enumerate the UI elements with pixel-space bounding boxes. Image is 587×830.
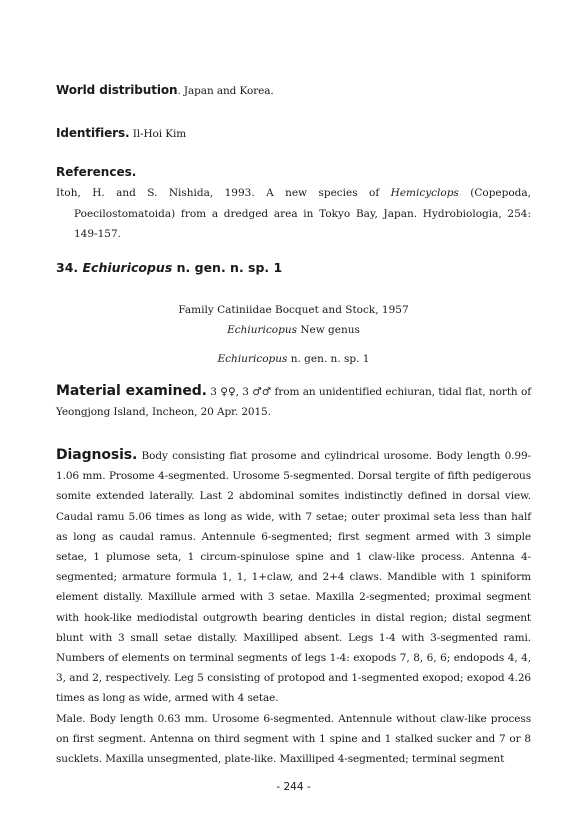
diagnosis-text: Body consisting flat prosome and cylindrical urosome. Body length 0.99-1.06 mm. Prosome 4-segmented. Urosome 5-segmented. Dorsal tergite of fifth pedigerous somite extended laterally. Last 2 abdominal somites indistinctly defined in dorsal view. Caudal ramu 5.06 times as long as wide, with 7 setae; outer proximal seta less than half as long as caudal ramus. Antennule 6-segmented; first segment armed with 3 simple setae, 1 plumose seta, 1 circum-spinulose spine and 1 claw-like process. Antenna 4-segmented; armature formula 1, 1, 1+claw, and 2+4 claws. Mandible with 1 spiniform element distally. Maxillule armed with 3 setae. Maxilla 2-segmented; proximal segment with hook-like mediodistal outgrowth bearing denticles in distal region; distal segment blunt with 3 small setae distally. Maxilliped absent. Legs 1-4 with 3-segmented rami. Numbers of elements on terminal segments of legs 1-4: exopods 7, 8, 6, 6; endopods 4, 4, 3, and 2, respectively. Leg 5 consisting of protopod and 1-segmented exopod; exopod 4.26 times as long as wide, armed with 4 setae. — [56, 450, 531, 705]
species-line — [56, 353, 531, 365]
genus-line — [56, 324, 531, 336]
male-paragraph: Male. Body length 0.63 mm. Urosome 6-segmented. Antennule without claw-like process on first segment. Antenna on third segment with 1 spine and 1 stalked sucker and 7 or 8 sucklets. Maxilla unsegmented, plate-like. Maxilliped 4-segmented; terminal segment — [56, 712, 531, 766]
species-line-label: n. gen. n. sp. 1 — [287, 353, 370, 365]
reference-entry — [56, 183, 531, 245]
species-genus: Echiuricopus — [82, 260, 173, 275]
reference-authors: Itoh, H. and S. Nishida, 1993. A new species of — [56, 187, 391, 199]
reference-rest: (Copepoda, Poecilostomatoida) from a dredged area in Tokyo Bay, Japan. Hydrobiologia, 254: 149-157. — [74, 187, 531, 240]
species-heading — [56, 258, 531, 278]
material-heading: Material examined. — [56, 383, 207, 399]
material-text: 3 ♀♀, 3 ♂♂ from an unidentified echiuran, tidal flat, north of Yeongjong Island, Incheon, 20 Apr. 2015. — [56, 386, 531, 419]
reference-genus: Hemicyclops — [390, 187, 459, 199]
species-suffix: n. gen. n. sp. 1 — [172, 260, 283, 275]
family-line: Family Catiniidae Bocquet and Stock, 1957 — [178, 304, 409, 316]
references-heading: References. — [56, 165, 137, 179]
identifiers-text: Il-Hoi Kim — [129, 128, 187, 140]
references-section — [56, 163, 531, 245]
diagnosis-heading: Diagnosis. — [56, 447, 138, 463]
world-distribution-heading: World distribution — [56, 83, 178, 97]
genus-label: New genus — [296, 324, 360, 336]
species-number: 34. — [56, 260, 83, 275]
identifiers-heading: Identifiers. — [56, 126, 130, 140]
material-section — [56, 381, 531, 422]
page-number: - 244 - — [276, 781, 311, 793]
world-distribution-text: . Japan and Korea. — [177, 85, 274, 97]
identifiers-section — [56, 123, 531, 144]
world-distribution-section — [56, 80, 531, 101]
diagnosis-paragraph — [56, 445, 531, 709]
genus-name: Echiuricopus — [227, 324, 297, 336]
species-line-genus: Echiuricopus — [217, 353, 288, 365]
diagnosis-section — [56, 445, 531, 769]
